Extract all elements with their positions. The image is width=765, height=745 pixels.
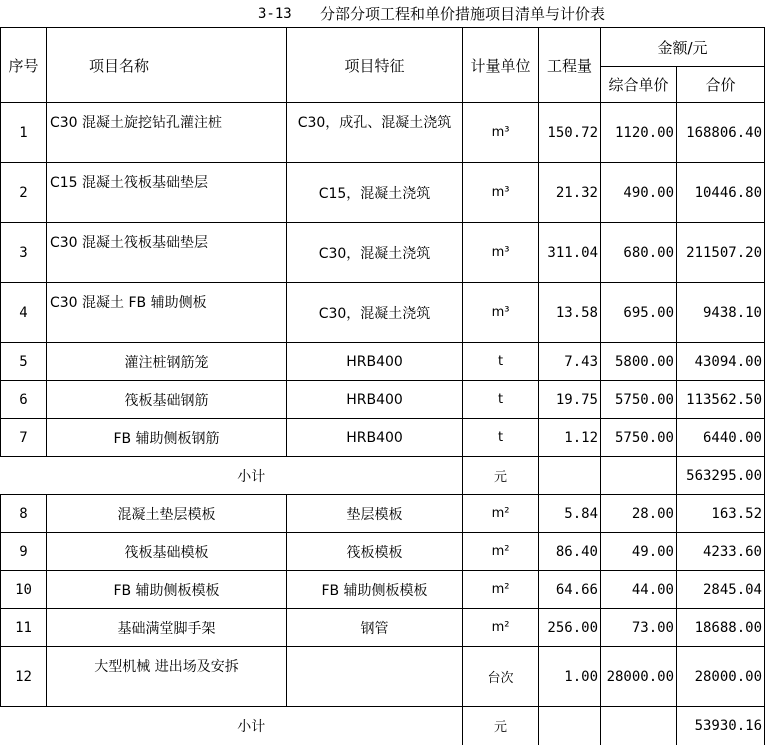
row-quantity: 311.04	[539, 223, 601, 283]
row-quantity: 21.32	[539, 163, 601, 223]
table-row	[1, 609, 765, 647]
subtotal-price	[601, 707, 677, 745]
header-item-name: 项目名称	[47, 28, 287, 103]
row-unit: t	[463, 381, 539, 419]
row-quantity: 7.43	[539, 343, 601, 381]
row-index: 12	[1, 647, 47, 707]
row-total: 163.52	[677, 495, 765, 533]
row-total: 18688.00	[677, 609, 765, 647]
table-row	[1, 343, 765, 381]
row-item-feature: 垫层模板	[287, 495, 463, 533]
row-item-feature: C15，混凝土浇筑	[287, 163, 463, 223]
row-quantity: 256.00	[539, 609, 601, 647]
row-item-name: 基础满堂脚手架	[47, 609, 287, 647]
subtotal-row	[1, 707, 765, 745]
row-item-feature: HRB400	[287, 419, 463, 457]
header-total: 合价	[677, 67, 765, 103]
row-unit-price: 28.00	[601, 495, 677, 533]
row-index: 9	[1, 533, 47, 571]
pricing-table	[0, 27, 765, 745]
row-item-feature	[287, 647, 463, 707]
row-item-name: 筏板基础钢筋	[47, 381, 287, 419]
row-quantity: 5.84	[539, 495, 601, 533]
row-index: 1	[1, 103, 47, 163]
row-index: 6	[1, 381, 47, 419]
table-row	[1, 533, 765, 571]
table-row	[1, 223, 765, 283]
row-total: 43094.00	[677, 343, 765, 381]
row-unit-price: 44.00	[601, 571, 677, 609]
subtotal-row	[1, 457, 765, 495]
row-unit: m²	[463, 533, 539, 571]
row-unit-price: 5800.00	[601, 343, 677, 381]
row-unit: t	[463, 419, 539, 457]
subtotal-unit: 元	[463, 707, 539, 745]
row-unit: t	[463, 343, 539, 381]
row-total: 113562.50	[677, 381, 765, 419]
row-index: 2	[1, 163, 47, 223]
table-row	[1, 103, 765, 163]
row-quantity: 150.72	[539, 103, 601, 163]
table-body-section-b	[1, 495, 765, 707]
row-unit-price: 680.00	[601, 223, 677, 283]
table-body-subtotal-a	[1, 457, 765, 495]
row-item-feature: C30，成孔、混凝土浇筑	[287, 103, 463, 163]
row-unit-price: 5750.00	[601, 419, 677, 457]
row-total: 211507.20	[677, 223, 765, 283]
row-index: 7	[1, 419, 47, 457]
table-row	[1, 647, 765, 707]
row-index: 3	[1, 223, 47, 283]
row-quantity: 1.12	[539, 419, 601, 457]
row-total: 28000.00	[677, 647, 765, 707]
header-index: 序号	[1, 28, 47, 103]
header-quantity: 工程量	[539, 28, 601, 103]
header-item-feature: 项目特征	[287, 28, 463, 103]
table-body-subtotal-b	[1, 707, 765, 745]
subtotal-total: 53930.16	[677, 707, 765, 745]
row-quantity: 13.58	[539, 283, 601, 343]
row-item-feature: 钢管	[287, 609, 463, 647]
row-quantity: 64.66	[539, 571, 601, 609]
row-item-name: C30 混凝土筏板基础垫层	[47, 223, 287, 283]
header-unit: 计量单位	[463, 28, 539, 103]
row-quantity: 19.75	[539, 381, 601, 419]
row-total: 10446.80	[677, 163, 765, 223]
subtotal-label: 小计	[1, 457, 463, 495]
row-unit: m²	[463, 609, 539, 647]
subtotal-qty	[539, 457, 601, 495]
table-row	[1, 163, 765, 223]
table-title	[0, 2, 765, 26]
row-unit: 台次	[463, 647, 539, 707]
row-item-feature: C30，混凝土浇筑	[287, 283, 463, 343]
row-index: 4	[1, 283, 47, 343]
row-item-feature: C30，混凝土浇筑	[287, 223, 463, 283]
row-index: 10	[1, 571, 47, 609]
row-index: 11	[1, 609, 47, 647]
table-title-text: 分部分项工程和单价措施项目清单与计价表	[320, 5, 606, 23]
subtotal-unit: 元	[463, 457, 539, 495]
subtotal-price	[601, 457, 677, 495]
row-item-name: C30 混凝土旋挖钻孔灌注桩	[47, 103, 287, 163]
row-quantity: 1.00	[539, 647, 601, 707]
row-item-name: FB 辅助侧板模板	[47, 571, 287, 609]
row-unit-price: 490.00	[601, 163, 677, 223]
row-item-name: FB 辅助侧板钢筋	[47, 419, 287, 457]
table-row	[1, 419, 765, 457]
row-unit: m³	[463, 163, 539, 223]
row-quantity: 86.40	[539, 533, 601, 571]
row-unit-price: 5750.00	[601, 381, 677, 419]
row-unit-price: 1120.00	[601, 103, 677, 163]
row-unit-price: 695.00	[601, 283, 677, 343]
row-item-name: 大型机械 进出场及安拆	[47, 647, 287, 707]
row-unit: m³	[463, 283, 539, 343]
header-amount: 金额/元	[601, 28, 765, 67]
row-unit: m³	[463, 103, 539, 163]
row-unit: m²	[463, 571, 539, 609]
row-unit-price: 28000.00	[601, 647, 677, 707]
row-total: 168806.40	[677, 103, 765, 163]
row-item-name: 筏板基础模板	[47, 533, 287, 571]
row-item-name: C30 混凝土 FB 辅助侧板	[47, 283, 287, 343]
row-item-feature: HRB400	[287, 343, 463, 381]
header-unit-price: 综合单价	[601, 67, 677, 103]
row-total: 4233.60	[677, 533, 765, 571]
table-row	[1, 283, 765, 343]
table-row	[1, 571, 765, 609]
row-item-feature: 筏板模板	[287, 533, 463, 571]
row-item-feature: HRB400	[287, 381, 463, 419]
table-body-section-a	[1, 103, 765, 457]
row-unit: m³	[463, 223, 539, 283]
table-row	[1, 495, 765, 533]
row-total: 2845.04	[677, 571, 765, 609]
subtotal-qty	[539, 707, 601, 745]
row-item-feature: FB 辅助侧板模板	[287, 571, 463, 609]
table-row	[1, 381, 765, 419]
row-index: 8	[1, 495, 47, 533]
row-item-name: 灌注桩钢筋笼	[47, 343, 287, 381]
row-total: 9438.10	[677, 283, 765, 343]
row-item-name: C15 混凝土筏板基础垫层	[47, 163, 287, 223]
row-unit-price: 49.00	[601, 533, 677, 571]
row-index: 5	[1, 343, 47, 381]
subtotal-label: 小计	[1, 707, 463, 745]
subtotal-total: 563295.00	[677, 457, 765, 495]
row-unit-price: 73.00	[601, 609, 677, 647]
row-total: 6440.00	[677, 419, 765, 457]
row-item-name: 混凝土垫层模板	[47, 495, 287, 533]
table-number: 3-13	[258, 6, 292, 22]
row-unit: m²	[463, 495, 539, 533]
